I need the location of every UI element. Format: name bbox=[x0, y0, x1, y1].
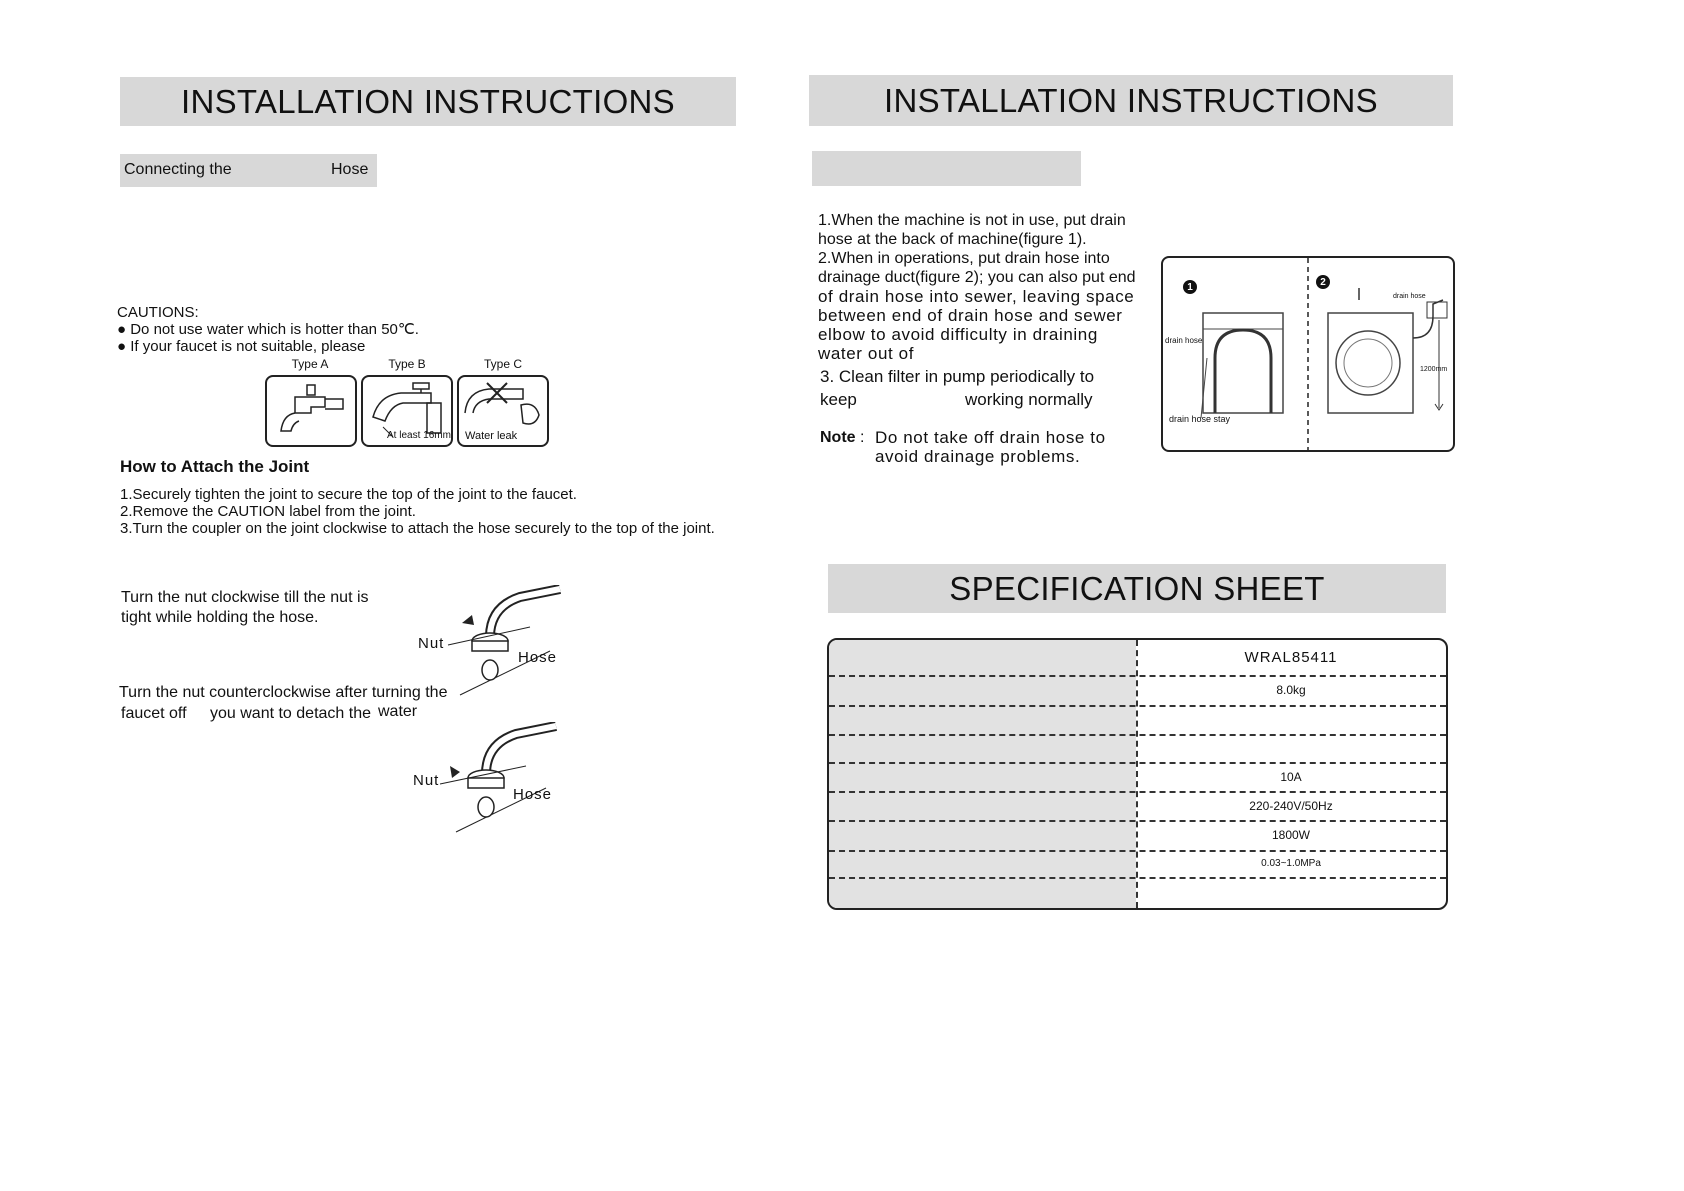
type-c-caption: Water leak bbox=[465, 430, 518, 442]
nut-detach-diagram bbox=[436, 722, 576, 842]
spec-value: 10A bbox=[1280, 769, 1302, 784]
drain-line: drainage duct(figure 2); you can also put end bbox=[818, 269, 1136, 286]
drain-line: 2.When in operations, put drain hose into bbox=[818, 250, 1110, 267]
spec-value: 0.03~1.0MPa bbox=[1261, 858, 1321, 869]
spec-value: 220-240V/50Hz bbox=[1249, 798, 1333, 813]
attach-step: 2.Remove the CAUTION label from the joint. bbox=[120, 503, 416, 520]
left-page-title: INSTALLATION INSTRUCTIONS bbox=[181, 82, 675, 120]
tap-type-a-label: Type A bbox=[291, 357, 329, 371]
detach-line-2a: faucet off bbox=[121, 705, 187, 722]
drain-line: elbow to avoid difficulty in draining bbox=[818, 325, 1098, 344]
drain-hose-stay-label: drain hose stay bbox=[1169, 414, 1231, 424]
drain-line: 3. Clean filter in pump periodically to bbox=[820, 367, 1095, 386]
spec-row bbox=[829, 762, 1446, 793]
tighten-line-2: tight while holding the hose. bbox=[121, 609, 319, 626]
attach-step: 1.Securely tighten the joint to secure the top of the joint to the faucet. bbox=[120, 486, 577, 503]
nut-tighten-diagram bbox=[440, 585, 580, 705]
detach-line-2b: you want to detach the bbox=[210, 705, 371, 722]
spec-row bbox=[829, 820, 1446, 852]
type-b-caption: At least 16mm bbox=[387, 430, 451, 441]
spec-row bbox=[829, 734, 1446, 764]
tighten-instruction bbox=[121, 588, 441, 628]
spec-value: 8.0kg bbox=[1276, 683, 1306, 697]
detach-line-2c: water bbox=[378, 703, 418, 720]
attach-joint-title: How to Attach the Joint bbox=[120, 457, 310, 476]
note-line-1: Do not take off drain hose to bbox=[875, 428, 1106, 447]
hose-label-1: Hose bbox=[518, 649, 558, 666]
drain-line: of drain hose into sewer, leaving space bbox=[818, 287, 1135, 306]
nut-label-1: Nut bbox=[418, 635, 445, 652]
left-page-header bbox=[120, 77, 736, 126]
drain-hose-label-2: drain hose bbox=[1393, 293, 1426, 300]
spec-sheet-title: SPECIFICATION SHEET bbox=[949, 569, 1325, 607]
spec-sheet-header bbox=[828, 564, 1446, 613]
right-page-title: INSTALLATION INSTRUCTIONS bbox=[884, 81, 1378, 119]
tap-type-c-label: Type C bbox=[483, 357, 522, 371]
figure-2-badge bbox=[1316, 275, 1330, 289]
spec-row bbox=[829, 850, 1446, 879]
figure-2-number: 2 bbox=[1320, 276, 1326, 288]
spec-value-model: WRAL85411 bbox=[1244, 649, 1338, 666]
note-line-2: avoid drainage problems. bbox=[875, 447, 1081, 466]
nut-label-2: Nut bbox=[413, 772, 440, 789]
figure-1-number: 1 bbox=[1187, 281, 1193, 293]
drain-section-bar bbox=[812, 151, 1081, 186]
section-title-part-a: Connecting the bbox=[124, 161, 232, 178]
note-label: Note bbox=[820, 429, 856, 446]
attach-joint-steps bbox=[120, 486, 760, 537]
spec-row bbox=[829, 791, 1446, 822]
drain-line-keep: keep bbox=[820, 390, 857, 409]
caution-item: ● Do not use water which is hotter than 50℃. bbox=[117, 321, 419, 338]
connecting-hose-section-bar bbox=[120, 154, 377, 187]
attach-step: 3.Turn the coupler on the joint clockwise to attach the hose securely to the top of the joint. bbox=[120, 520, 715, 537]
drain-instructions bbox=[818, 211, 1158, 411]
note-colon: : bbox=[860, 429, 865, 446]
drain-line-working: working normally bbox=[965, 390, 1093, 409]
section-title-part-b: Hose bbox=[331, 161, 369, 178]
hose-label-2: Hose bbox=[513, 786, 553, 803]
detach-instruction bbox=[119, 683, 479, 723]
tap-type-b-label: Type B bbox=[388, 357, 426, 371]
cautions-block bbox=[117, 304, 517, 356]
spec-value bbox=[1136, 705, 1446, 734]
drain-line: 1.When the machine is not in use, put drain bbox=[818, 212, 1126, 229]
detach-line-1: Turn the nut counterclockwise after turning the bbox=[119, 684, 448, 701]
tap-type-a-figure bbox=[265, 375, 357, 447]
drain-line: hose at the back of machine(figure 1). bbox=[818, 231, 1087, 248]
spec-value bbox=[1136, 734, 1446, 762]
figure-1-badge bbox=[1183, 280, 1197, 294]
drain-line: water out of bbox=[818, 344, 915, 363]
right-page-header bbox=[809, 75, 1453, 126]
tap-type-b-figure bbox=[361, 375, 453, 447]
spec-table bbox=[827, 638, 1448, 910]
drain-line: between end of drain hose and sewer bbox=[818, 306, 1123, 325]
spec-row bbox=[829, 705, 1446, 736]
height-mark-label: 1200mm bbox=[1420, 366, 1448, 373]
tighten-line-1: Turn the nut clockwise till the nut is bbox=[121, 589, 369, 606]
faucet-a-icon bbox=[267, 377, 355, 445]
cautions-title: CAUTIONS: bbox=[117, 304, 199, 321]
tap-type-c-figure bbox=[457, 375, 549, 447]
caution-item: ● If your faucet is not suitable, please bbox=[117, 338, 366, 355]
spec-row bbox=[829, 877, 1446, 908]
spec-value bbox=[1136, 877, 1446, 908]
spec-value: 1800W bbox=[1271, 828, 1311, 842]
drain-note bbox=[820, 428, 1140, 472]
spec-row bbox=[829, 675, 1446, 707]
spec-row bbox=[829, 640, 1446, 677]
drain-hose-figure bbox=[1161, 256, 1455, 452]
drain-hose-label: drain hose bbox=[1165, 336, 1203, 345]
